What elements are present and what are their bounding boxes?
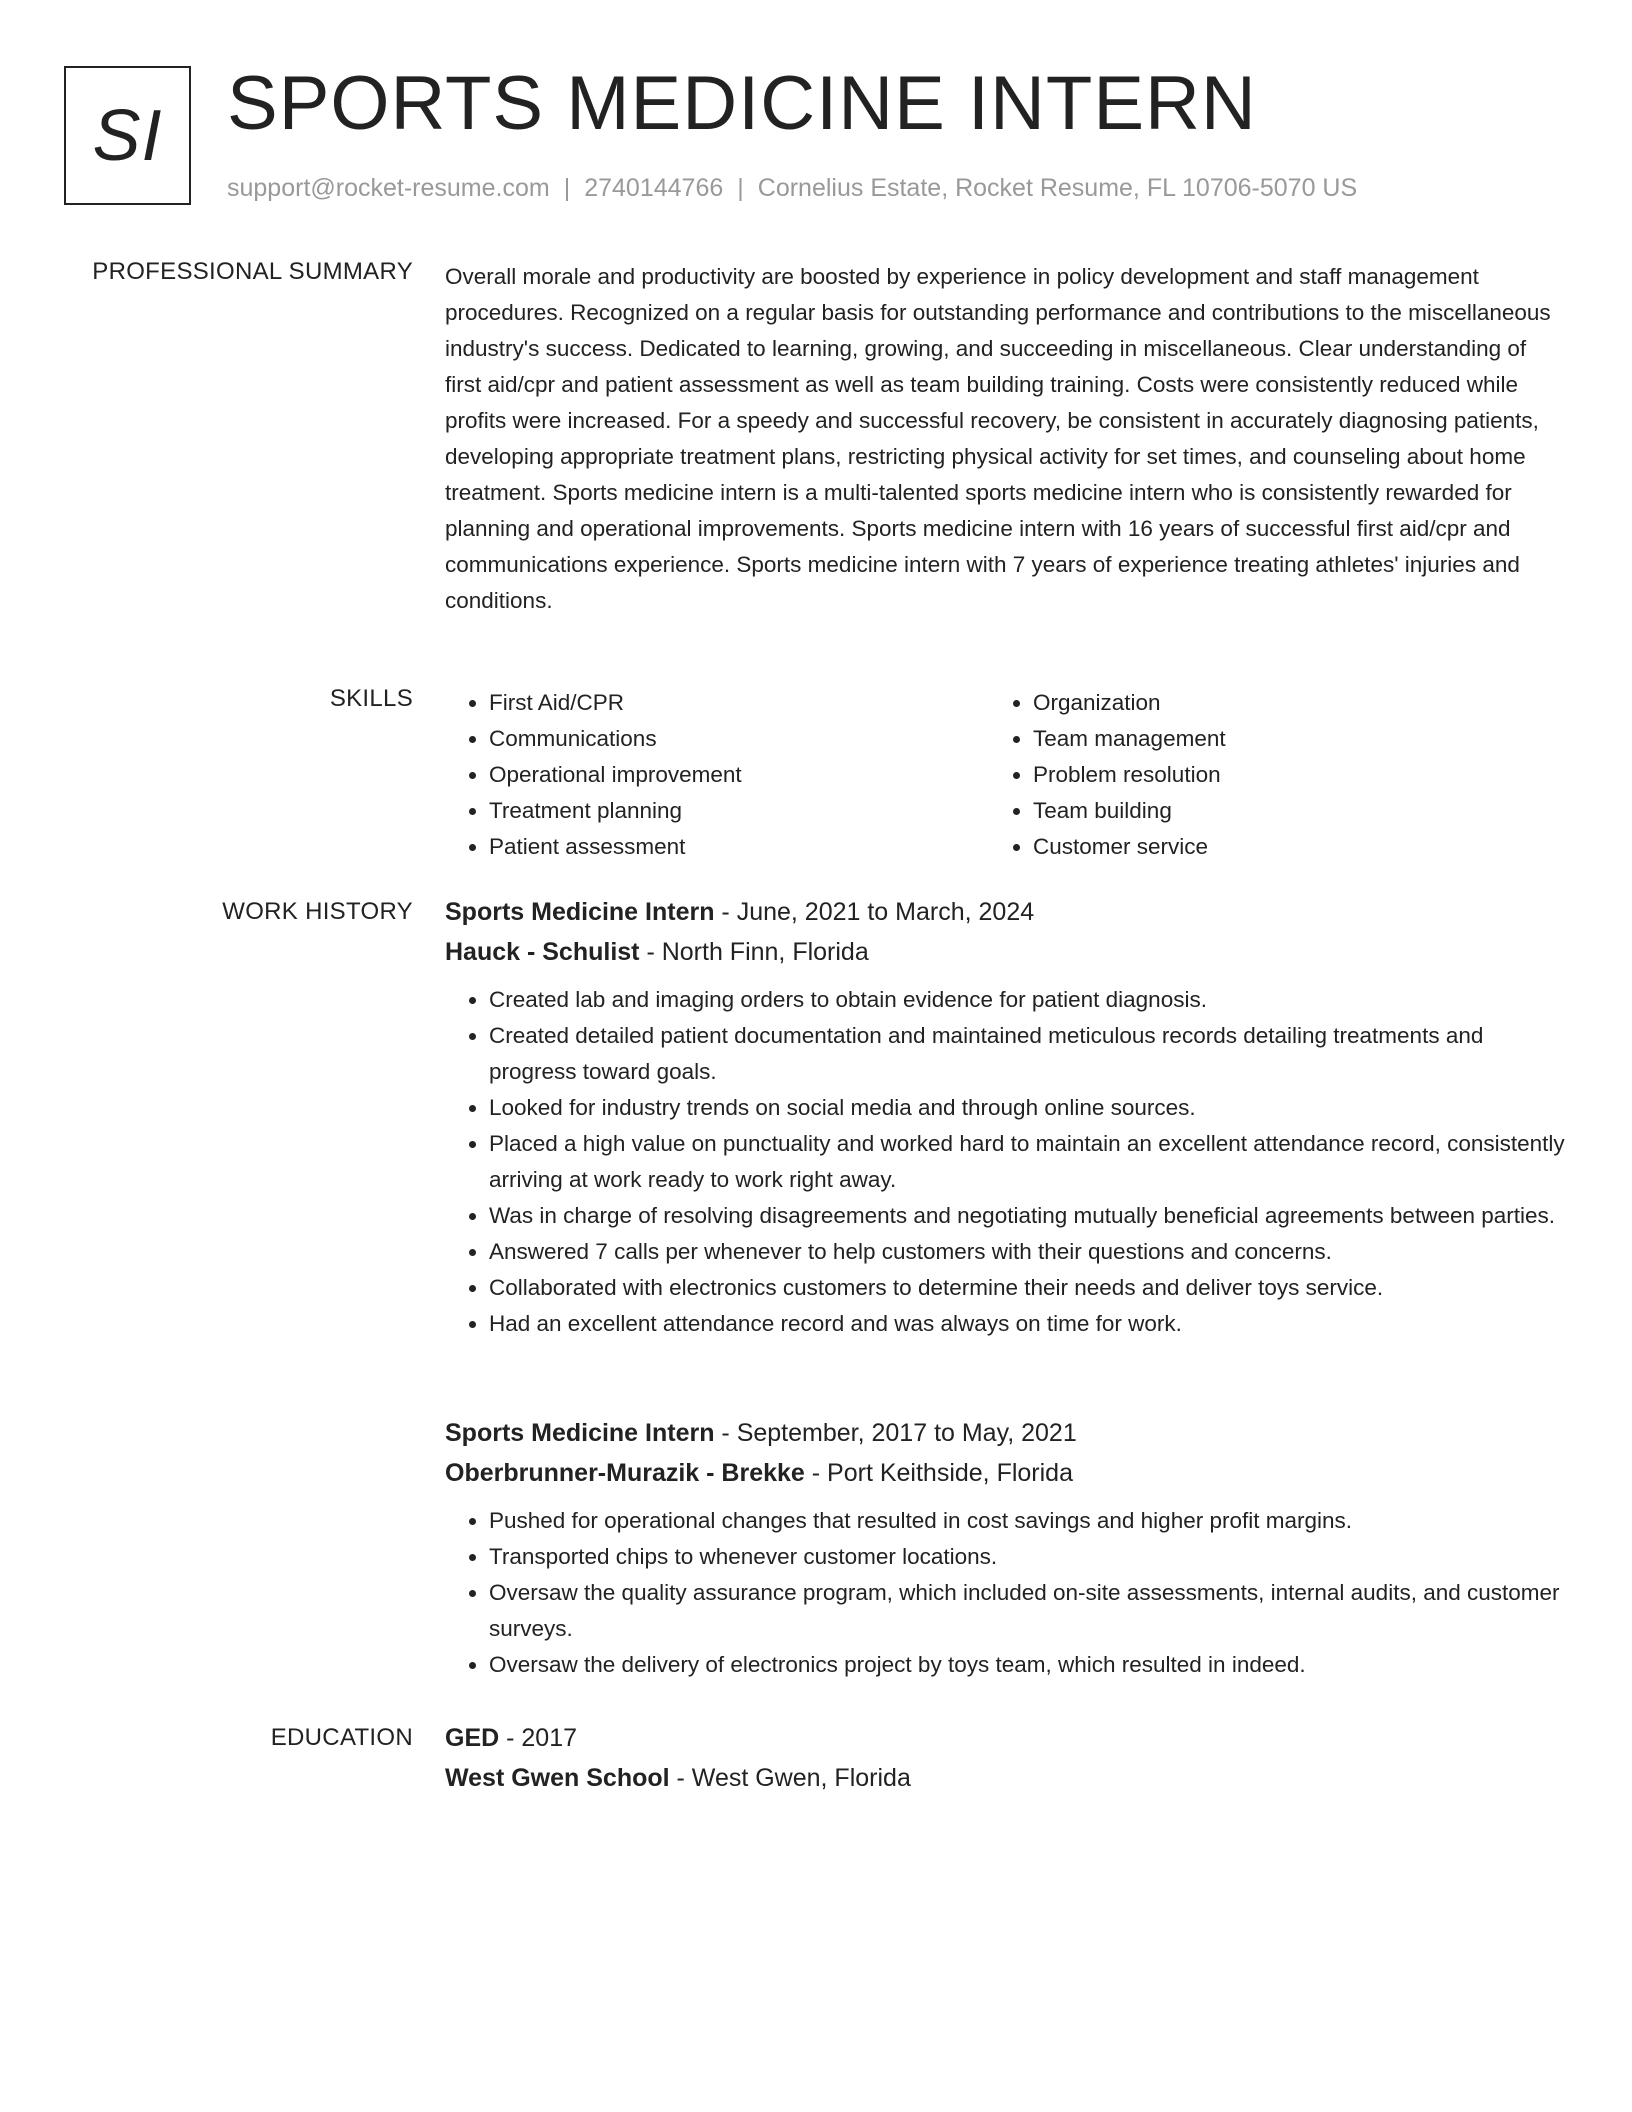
job-bullet: • Answered 7 calls per whenever to help customers with their questions and concerns.: [489, 1234, 1565, 1270]
skill-item: • Operational improvement: [489, 757, 989, 793]
job-bullet: • Oversaw the delivery of electronics project by toys team, which resulted in indeed.: [489, 1647, 1565, 1683]
job-company: Hauck - Schulist: [445, 938, 640, 966]
skill-item: • Team building: [1033, 793, 1533, 829]
job-company: Oberbrunner-Murazik - Brekke: [445, 1459, 805, 1487]
skill-item: • Customer service: [1033, 829, 1533, 865]
skills-column-left: [445, 685, 989, 865]
job-role: Sports Medicine Intern: [445, 1419, 715, 1447]
skills-column-right: [989, 685, 1533, 865]
contact-email: support@rocket-resume.com: [227, 174, 550, 202]
job-location: - Port Keithside, Florida: [804, 1459, 1073, 1487]
skill-item: • First Aid/CPR: [489, 685, 989, 721]
work-history-title: WORK HISTORY: [222, 898, 413, 925]
job-bullets: [445, 982, 1565, 1342]
job-bullet: • Looked for industry trends on social media and through online sources.: [489, 1090, 1565, 1126]
job-bullet: • Pushed for operational changes that resulted in cost savings and higher profit margins.: [489, 1503, 1565, 1539]
job-bullet: • Created lab and imaging orders to obtain evidence for patient diagnosis.: [489, 982, 1565, 1018]
skill-item: • Team management: [1033, 721, 1533, 757]
job-bullet: • Transported chips to whenever customer locations.: [489, 1539, 1565, 1575]
contact-separator: |: [563, 174, 571, 202]
job-bullet: • Placed a high value on punctuality and worked hard to maintain an excellent attendance record, consistently arriving at work ready to work right away.: [489, 1126, 1565, 1198]
contact-phone: 2740144766: [584, 174, 724, 202]
education-degree-line: [445, 1718, 1565, 1758]
summary-text: Overall morale and productivity are boosted by experience in policy development and staff management procedures. Recognized on a regular basis for outstanding performance and contributions to the miscellaneous industry's success. Dedicated to learning, growing, and succeeding in miscellaneous. Clear understanding of first aid/cpr and patient assessment as well as team building training. Costs were consistently reduced while profits were increased. For a speedy and successful recovery, be consistent in accurately diagnosing patients, developing appropriate treatment plans, restricting physical activity for set times, and counseling about home treatment. Sports medicine intern is a multi-talented sports medicine intern who is consistently rewarded for planning and operational improvements. Sports medicine intern with 16 years of successful first aid/cpr and communications experience. Sports medicine intern with 7 years of experience treating athletes' injuries and conditions.: [445, 264, 1551, 613]
job-dates: - June, 2021 to March, 2024: [714, 898, 1035, 926]
job-entry: [445, 892, 1565, 1342]
job-company-line: [445, 1453, 1565, 1493]
job-bullet: • Oversaw the quality assurance program, which included on-site assessments, internal audits, and customer surveys.: [489, 1575, 1565, 1647]
education-school: West Gwen School: [445, 1764, 670, 1792]
education-title: EDUCATION: [270, 1724, 413, 1751]
job-bullet: • Had an excellent attendance record and was always on time for work.: [489, 1306, 1565, 1342]
skill-item: • Organization: [1033, 685, 1533, 721]
resume-header: [64, 61, 1572, 211]
skill-item: • Treatment planning: [489, 793, 989, 829]
education-degree: GED: [445, 1724, 500, 1752]
summary-title: PROFESSIONAL SUMMARY: [92, 258, 413, 285]
skill-item: • Problem resolution: [1033, 757, 1533, 793]
education-school-line: [445, 1758, 1565, 1798]
job-dates: - September, 2017 to May, 2021: [714, 1419, 1077, 1447]
job-company-line: [445, 932, 1565, 972]
job-bullet: • Created detailed patient documentation and maintained meticulous records detailing treatments and progress toward goals.: [489, 1018, 1565, 1090]
contact-line: [227, 174, 1357, 203]
contact-separator: |: [737, 174, 744, 202]
job-title-line: [445, 1413, 1565, 1453]
education-year: - 2017: [499, 1724, 578, 1752]
job-bullets: [445, 1503, 1565, 1683]
skills-title: SKILLS: [329, 685, 413, 712]
skills-list: [445, 685, 1565, 865]
job-role: Sports Medicine Intern: [445, 898, 715, 926]
skill-item: • Patient assessment: [489, 829, 989, 865]
contact-address: Cornelius Estate, Rocket Resume, FL 10706-5070 US: [757, 174, 1358, 202]
job-title-line: [445, 892, 1565, 932]
job-entry: [445, 1413, 1565, 1683]
job-bullet: • Was in charge of resolving disagreements and negotiating mutually beneficial agreements between parties.: [489, 1198, 1565, 1234]
education-location: - West Gwen, Florida: [669, 1764, 911, 1792]
job-location: - North Finn, Florida: [639, 938, 869, 966]
candidate-name: SPORTS MEDICINE INTERN: [227, 61, 1257, 146]
skill-item: • Communications: [489, 721, 989, 757]
job-bullet: • Collaborated with electronics customers to determine their needs and deliver toys service.: [489, 1270, 1565, 1306]
initials-monogram: SI: [64, 66, 191, 205]
